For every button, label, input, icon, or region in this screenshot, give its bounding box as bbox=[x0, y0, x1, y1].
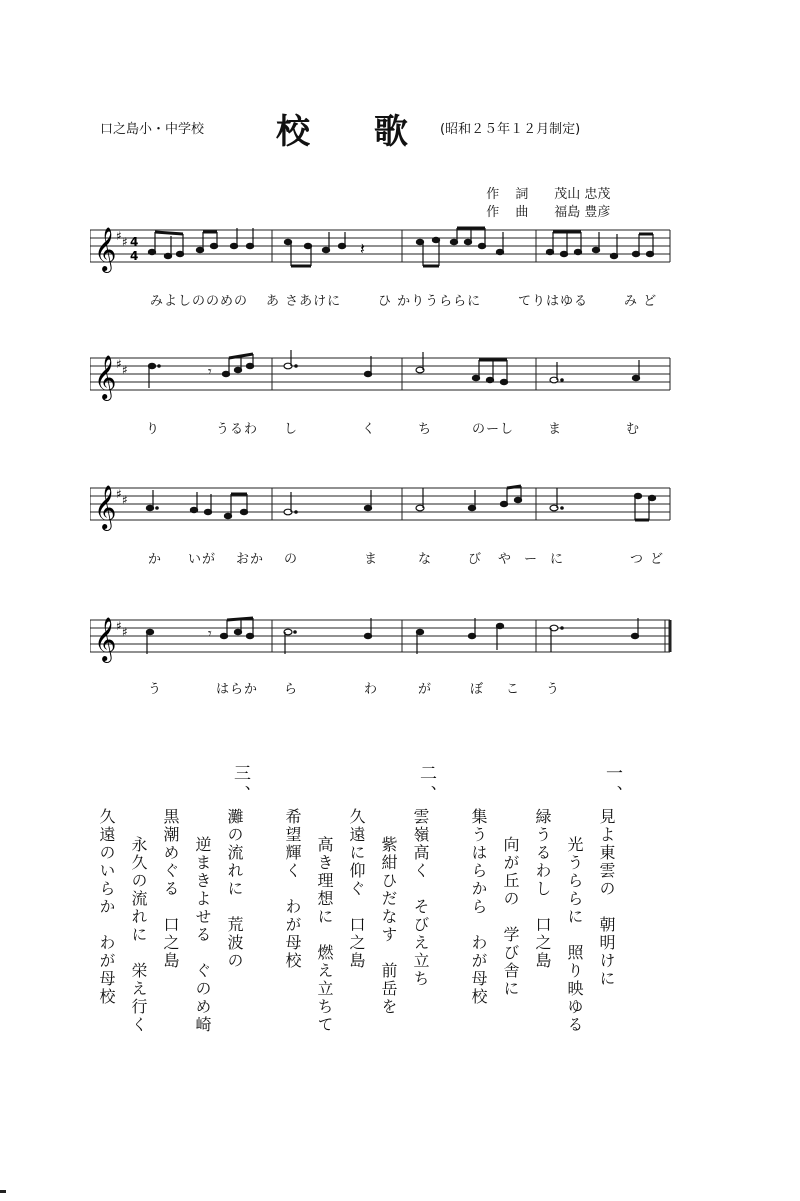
lyric-row-3-part-6: な bbox=[418, 552, 433, 567]
eighth-rest-icon: 𝄾 bbox=[208, 626, 212, 642]
treble-clef-icon: 𝄞 bbox=[94, 355, 117, 399]
lyric-row-4-part-8: う bbox=[546, 682, 561, 697]
enactment-date: (昭和２５年１２月制定) bbox=[440, 122, 581, 137]
lyric-row-4-part-4: わ bbox=[364, 682, 379, 697]
lyric-row-2-part-6: のーし bbox=[472, 422, 515, 437]
music-staff-1 bbox=[90, 222, 675, 274]
lyric-row-3-part-7: び bbox=[468, 552, 483, 567]
sharp-icon: ♯ bbox=[116, 229, 122, 243]
lyric-row-3-part-2: いが bbox=[188, 552, 217, 567]
time-signature-top: 4 bbox=[130, 235, 139, 249]
lyric-row-4-part-1: う bbox=[148, 682, 163, 697]
lyric-row-3-part-12: ど bbox=[650, 552, 665, 567]
verse-2-line-5: 希望輝く わが母校 bbox=[283, 808, 302, 970]
verse-3-line-5: 久遠のいらか わが母校 bbox=[97, 808, 116, 1006]
lyric-row-4-part-6: ぼ bbox=[470, 682, 485, 697]
verse-3-number: 三、 bbox=[230, 764, 250, 806]
verse-2-number: 二、 bbox=[416, 764, 436, 806]
lyric-row-2-part-2: うるわ bbox=[216, 422, 259, 437]
sharp-icon: ♯ bbox=[122, 493, 128, 507]
verse-1-line-4: 向が丘の 学び舎に bbox=[501, 836, 520, 998]
composer-role: 作 曲 bbox=[486, 205, 535, 220]
sharp-icon: ♯ bbox=[116, 487, 122, 501]
verse-3-line-1: 灘の流れに 荒波の bbox=[225, 808, 244, 970]
lyric-row-1-part-3: ひ かりうららに bbox=[378, 294, 482, 309]
sharp-icon: ♯ bbox=[122, 235, 128, 249]
music-staff-3 bbox=[90, 480, 675, 532]
verse-2-line-2: 紫紺ひだなす 前岳を bbox=[379, 836, 398, 1016]
verse-2-line-3: 久遠に仰ぐ 口之島 bbox=[347, 808, 366, 970]
lyric-row-3-part-4: の bbox=[284, 552, 299, 567]
verse-1-line-1: 見よ東雲の 朝明けに bbox=[597, 808, 616, 988]
sharp-icon: ♯ bbox=[122, 363, 128, 377]
lyric-row-2-part-4: く bbox=[362, 422, 377, 437]
lyric-row-4-part-5: が bbox=[418, 682, 433, 697]
lyric-row-1-part-4: てりはゆる bbox=[518, 294, 589, 309]
quarter-rest-icon: 𝄽 bbox=[360, 239, 365, 258]
lyric-row-3-part-9: ー bbox=[524, 552, 539, 567]
lyric-row-1-part-2: あ さあけに bbox=[266, 294, 342, 309]
lyric-row-3-part-10: に bbox=[550, 552, 565, 567]
verse-1-line-5: 集うはらから わが母校 bbox=[469, 808, 488, 1006]
lyric-row-2-part-7: ま bbox=[548, 422, 563, 437]
music-staff-4 bbox=[90, 612, 680, 664]
lyric-row-2-part-5: ち bbox=[418, 422, 433, 437]
composer-name: 福島 豊彦 bbox=[554, 205, 611, 220]
school-name: 口之島小・中学校 bbox=[100, 122, 205, 137]
lyric-row-3-part-8: や bbox=[498, 552, 513, 567]
sharp-icon: ♯ bbox=[116, 619, 122, 633]
treble-clef-icon: 𝄞 bbox=[94, 227, 117, 271]
sharp-icon: ♯ bbox=[122, 625, 128, 639]
lyric-row-4-part-2: はらか bbox=[216, 682, 259, 697]
composer-credit bbox=[478, 186, 610, 220]
lyricist-role: 作 詞 bbox=[486, 187, 535, 202]
verse-2-line-1: 雲嶺高く そびえ立ち bbox=[411, 808, 430, 988]
verse-3-line-4: 永久の流れに 栄え行く bbox=[129, 836, 148, 1034]
sharp-icon: ♯ bbox=[116, 357, 122, 371]
verse-1-line-2: 光うららに 照り映ゆる bbox=[565, 836, 584, 1034]
verse-1-line-3: 緑うるわし 口之島 bbox=[533, 808, 552, 970]
eighth-rest-icon: 𝄾 bbox=[208, 364, 212, 380]
verse-2-line-4: 高き理想に 燃え立ちて bbox=[315, 836, 334, 1034]
verse-3-line-3: 黒潮めぐる 口之島 bbox=[161, 808, 180, 970]
treble-clef-icon: 𝄞 bbox=[94, 485, 117, 529]
lyric-row-3-part-5: ま bbox=[364, 552, 379, 567]
verse-1-number: 一、 bbox=[602, 764, 622, 806]
lyric-row-1-part-1: みよしののめの bbox=[150, 294, 249, 309]
time-signature-bottom: 4 bbox=[130, 249, 139, 263]
lyric-row-3-part-3: おか bbox=[236, 552, 265, 567]
lyric-row-2-part-1: り bbox=[146, 422, 161, 437]
verse-3-line-2: 逆まきよせる ぐのめ崎 bbox=[193, 836, 212, 1034]
lyric-row-1-part-5: み ど bbox=[624, 294, 658, 309]
lyric-row-4-part-3: ら bbox=[284, 682, 299, 697]
page-title: 校 歌 bbox=[276, 112, 434, 152]
treble-clef-icon: 𝄞 bbox=[94, 617, 117, 661]
lyric-row-2-part-3: し bbox=[284, 422, 299, 437]
lyric-row-3-part-1: か bbox=[148, 552, 163, 567]
scan-edge-mark bbox=[0, 1190, 6, 1193]
music-staff-2 bbox=[90, 350, 675, 402]
lyric-row-2-part-8: む bbox=[626, 422, 641, 437]
lyricist-name: 茂山 忠茂 bbox=[554, 187, 611, 202]
lyric-row-4-part-7: こ bbox=[506, 682, 521, 697]
lyric-row-3-part-11: つ bbox=[630, 552, 645, 567]
